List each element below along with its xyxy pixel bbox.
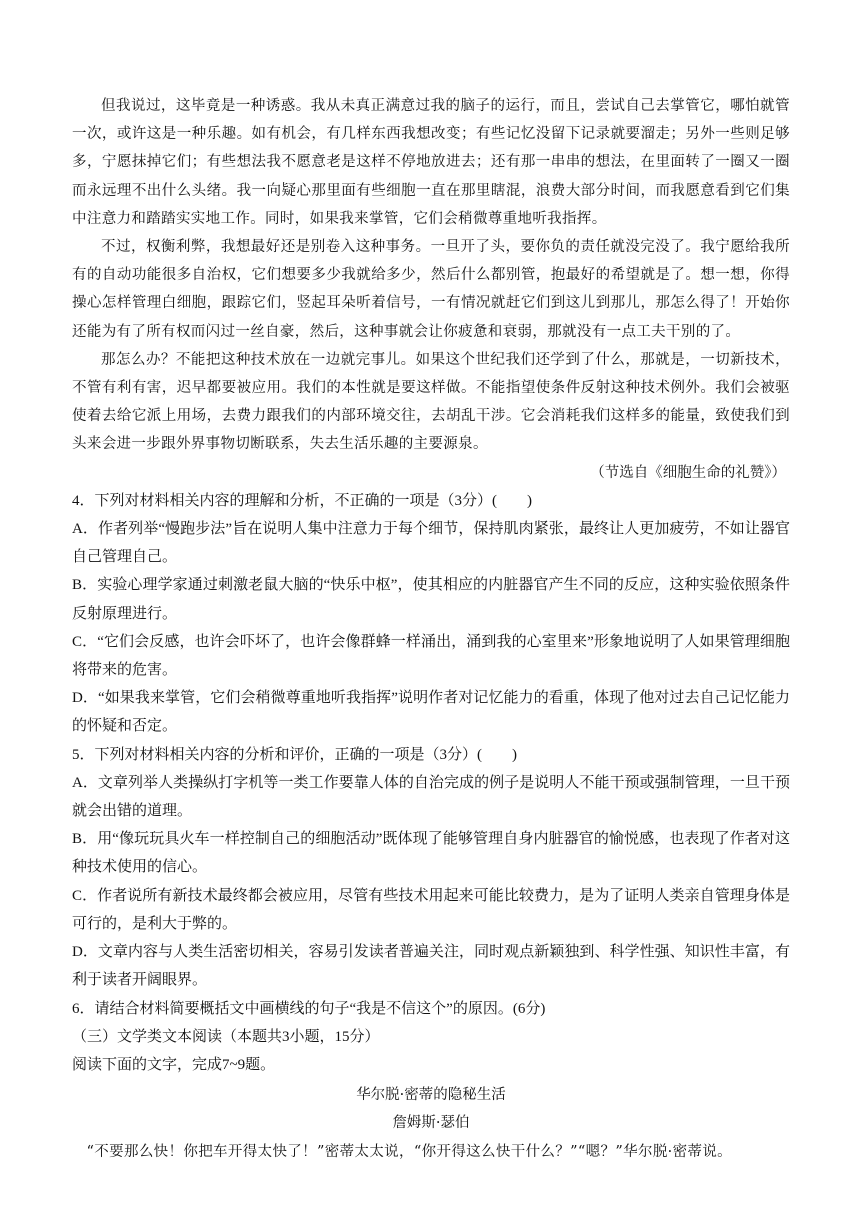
passage-paragraph-2: 不过，权衡利弊，我想最好还是别卷入这种事务。一旦开了头，要你负的责任就没完没了。我宁愿给我所有的自动功能很多自治权，它们想要多少我就给多少，然后什么都别管，抱最好的希望就是了。想一想，你得操心怎样管理白细胞，跟踪它们，竖起耳朵听着信号，一有情况就赶它们到这儿到那儿，那怎么得了！开始你还能为有了所有权而闪过一丝自豪，然后，这种事就会让你疲惫和衰弱，那就没有一点工夫干别的了。 <box>72 239 790 340</box>
document-page <box>72 92 790 1166</box>
passage-source: （节选自《细胞生命的礼赞》） <box>590 464 786 481</box>
option-a: A．作者列举“慢跑步法”旨在说明人集中注意力于每个细节，保持肌肉紧张，最终让人更加疲劳，不如让器官自己管理自己。 <box>72 521 790 566</box>
option-c: C．作者说所有新技术最终都会被应用，尽管有些技术用起来可能比较费力，是为了证明人类亲自管理身体是可行的，是利大于弊的。 <box>72 887 790 932</box>
question-stem: 6．请结合材料简要概括文中画横线的句子“我是不信这个”的原因。(6分) <box>72 1000 546 1017</box>
question-5 <box>72 741 790 995</box>
option-a: A．文章列举人类操纵打字机等一类工作要靠人体的自治完成的例子是说明人不能干预或强制管理，一旦干预就会出错的道理。 <box>72 774 790 820</box>
question-stem: 4．下列对材料相关内容的理解和分析，不正确的一项是（3分）( ) <box>72 492 532 509</box>
option-b: B．用“像玩玩具火车一样控制自己的细胞活动”既体现了能够管理自身内脏器官的愉悦感，也表现了作者对这种技术使用的信心。 <box>72 831 790 876</box>
passage-paragraph-1: 但我说过，这毕竟是一种诱惑。我从未真正满意过我的脑子的运行，而且，尝试自己去掌管它，哪怕就管一次，或许这是一种乐趣。如有机会，有几样东西我想改变；有些记忆没留下记录就要溜走；另外一些则足够多，宁愿抹掉它们；有些想法我不愿意老是这样不停地放进去；还有那一串串的想法，在里面转了一圈又一圈而永远理不出什么头绪。我一向疑心那里面有些细胞一直在那里瞎混，浪费大部分时间，而我愿意看到它们集中注意力和踏踏实实地工作。同时，如果我来掌管，它们会稍微尊重地听我指挥。 <box>72 98 790 227</box>
option-b: B．实验心理学家通过刺激老鼠大脑的“快乐中枢”，使其相应的内脏器官产生不同的反应，这种实验依照条件反射原理进行。 <box>72 577 790 622</box>
story-first-line: “不要那么快！你把车开得太快了！”密蒂太太说，“你开得这么快干什么？”“嗯？”华尔脱·密蒂说。 <box>86 1143 733 1160</box>
section-heading: （三）文学类文本阅读（本题共3小题，15分） <box>72 1028 380 1045</box>
question-6 <box>72 995 790 1023</box>
option-c: C．“它们会反感，也许会吓坏了，也许会像群蜂一样涌出，涌到我的心室里来”形象地说明了人如果管理细胞将带来的危害。 <box>72 633 790 679</box>
story-title: 华尔脱·密蒂的隐秘生活 <box>356 1087 506 1104</box>
option-d: D．“如果我来掌管，它们会稍微尊重地听我指挥”说明作者对记忆能力的看重，体现了他对过去自己记忆能力的怀疑和否定。 <box>72 690 790 735</box>
story-author: 詹姆斯·瑟伯 <box>392 1115 470 1132</box>
passage-paragraph-3: 那怎么办？不能把这种技术放在一边就完事儿。如果这个世纪我们还学到了什么，那就是，一切新技术，不管有利有害，迟早都要被应用。我们的本性就是要这样做。不能指望使条件反射这种技术例外。我们会被驱使着去给它派上用场，去费力跟我们的内部环境交往，去胡乱干涉。它会消耗我们这样多的能量，致使我们到头来会进一步跟外界事物切断联系，失去生活乐趣的主要源泉。 <box>72 351 790 453</box>
option-d: D．文章内容与人类生活密切相关，容易引发读者普遍关注，同时观点新颖独到、科学性强、知识性丰富，有利于读者开阔眼界。 <box>72 944 790 989</box>
question-stem: 5．下列对材料相关内容的分析和评价，正确的一项是（3分）( ) <box>72 746 517 763</box>
section-instruction: 阅读下面的文字，完成7~9题。 <box>72 1056 276 1073</box>
section-literary-reading <box>72 1023 790 1166</box>
question-4 <box>72 487 790 741</box>
